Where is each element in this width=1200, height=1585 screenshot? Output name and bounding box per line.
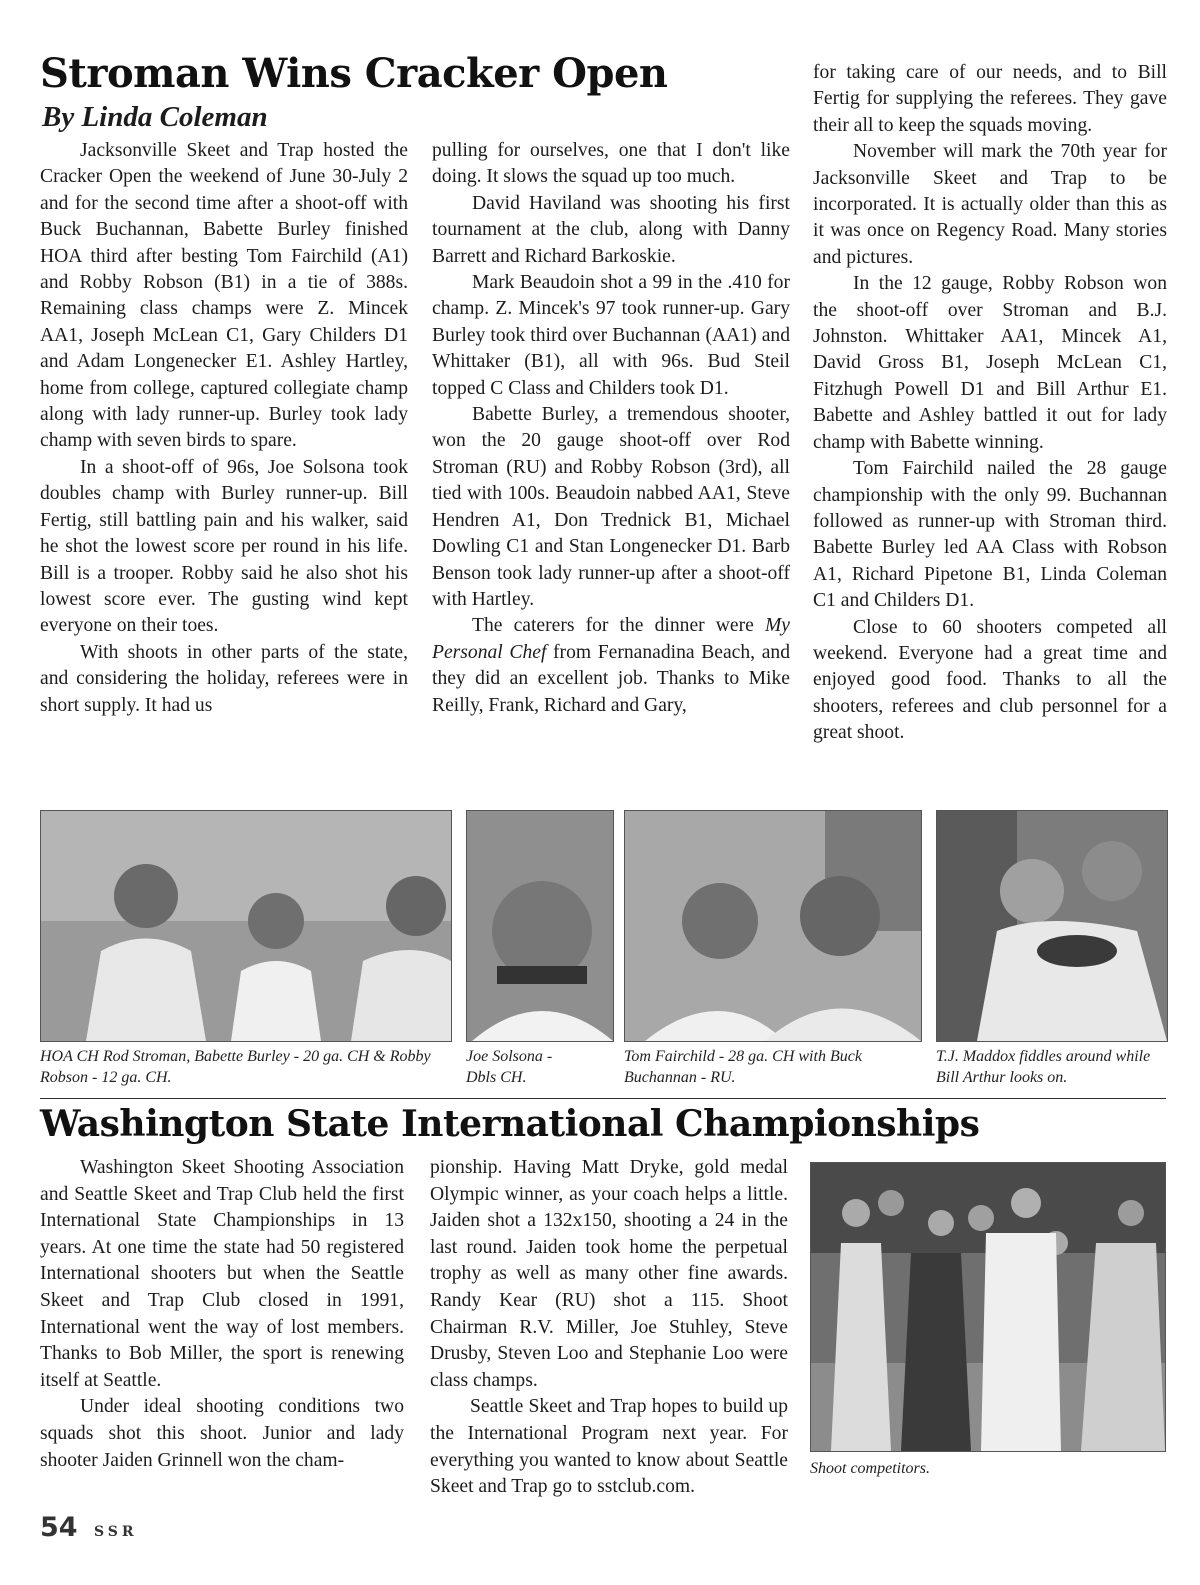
italic-text: My Personal Chef: [432, 615, 790, 663]
paragraph: Washington Skeet Shooting Association and Seattle Skeet and Trap Club held the first International State Championships in 13 years. At one time the state had 50 registered International shooters but when the Seattle Skeet and Trap Club closed in 1991, International went the way of lost members. Thanks to Bob Miller, the sport is renewing itself at Seattle.: [40, 1157, 404, 1391]
paragraph: Babette Burley, a tremendous shooter, won the 20 gauge shoot-off over Rod Stroman (RU) and Robby Robson (3rd), all tied with 100s. Beaudoin nabbed AA1, Steve Hendren A1, Don Trednick B1, Michael Dowling C1 and Stan Longenecker D1. Barb Benson took lady runner-up after a shoot-off with Hartley.: [432, 404, 790, 610]
article-title: Washington State International Championships: [40, 1103, 980, 1145]
photo-tom-fairchild-buck-buchannan: [624, 810, 922, 1042]
paragraph: In the 12 gauge, Robby Robson won the shoot-off over Stroman and B.J. Johnston. Whittaker AA1, Mincek A1, David Gross B1, Joseph McLean C1, Fitzhugh Powell D1 and Bill Arthur E1. Babette and Ashley battled it out for lady champ with Babette winning.: [813, 273, 1167, 453]
section-divider: [40, 1098, 1166, 1099]
photo-caption: HOA CH Rod Stroman, Babette Burley - 20 ga. CH & Robby Robson - 12 ga. CH.: [40, 1048, 431, 1086]
article1-column-1: [40, 138, 408, 719]
photo-hoa-champions: [40, 810, 452, 1042]
article2-column-1: [40, 1155, 404, 1474]
photo-shoot-competitors: [810, 1162, 1166, 1452]
byline: By Linda Coleman: [42, 101, 268, 133]
text-run: The caterers for the dinner were: [472, 615, 765, 637]
paragraph: Seattle Skeet and Trap hopes to build up the International Program next year. For everything you wanted to know about Seattle Skeet and Trap go to sstclub.com.: [430, 1396, 788, 1498]
page-number: 54: [40, 1512, 78, 1543]
paragraph: for taking care of our needs, and to Bill Fertig for supplying the referees. They gave their all to keep the squads moving.: [813, 62, 1167, 136]
text-run: from Fernanadina Beach, and they did an excellent job. Thanks to Mike Reilly, Frank, Richard and Gary,: [432, 641, 790, 716]
paragraph: [432, 613, 790, 719]
photo-caption: Shoot competitors.: [810, 1460, 930, 1477]
paragraph: With shoots in other parts of the state, and considering the holiday, referees were in short supply. It had us: [40, 641, 408, 716]
paragraph: Tom Fairchild nailed the 28 gauge championship with the only 99. Buchannan followed as runner-up with Stroman third. Babette Burley led AA Class with Robson A1, Richard Pipetone B1, Linda Coleman C1 and Childers D1.: [813, 458, 1167, 612]
article1-column-3: [813, 60, 1167, 747]
article1-column-2: [432, 138, 790, 719]
paragraph: In a shoot-off of 96s, Joe Solsona took doubles champ with Burley runner-up. Bill Fertig, still battling pain and his walker, said he shot the lowest score per round in his life. Bill is a trooper. Robby said he also shot his lowest score ever. The gusting wind kept everyone on their toes.: [40, 456, 408, 637]
paragraph: David Haviland was shooting his first tournament at the club, along with Danny Barrett and Richard Barkoskie.: [432, 192, 790, 267]
photo-caption: T.J. Maddox fiddles around while Bill Arthur looks on.: [936, 1048, 1151, 1086]
photo-joe-solsona: [466, 810, 614, 1042]
article2-column-2: [430, 1155, 788, 1501]
paragraph: Jacksonville Skeet and Trap hosted the Cracker Open the weekend of June 30-July 2 and for the second time after a shoot-off with Buck Buchannan, Babette Burley finished HOA third after besting Tom Fairchild (A1) and Robby Robson (B1) in a tie of 388s. Remaining class champs were Z. Mincek AA1, Joseph McLean C1, Gary Childers D1 and Adam Longenecker E1. Ashley Hartley, home from college, captured collegiate champ along with lady runner-up. Burley took lady champ with seven birds to spare.: [40, 140, 408, 452]
photo-tj-maddox-bill-arthur: [936, 810, 1168, 1042]
paragraph: November will mark the 70th year for Jacksonville Skeet and Trap to be incorporated. It is actually older than this as it was once on Regency Road. Many stories and pictures.: [813, 141, 1167, 268]
paragraph: pionship. Having Matt Dryke, gold medal Olympic winner, as your coach helps a little. Jaiden shot a 132x150, shooting a 24 in the last round. Jaiden took home the perpetual trophy as well as many other fine awards. Randy Kear (RU) shot a 115. Shoot Chairman R.V. Miller, Joe Stuhley, Steve Drusby, Steven Loo and Stephanie Loo were class champs.: [430, 1157, 788, 1391]
photo-caption: Joe Solsona - Dbls CH.: [466, 1048, 553, 1086]
paragraph: Under ideal shooting conditions two squads shot this shoot. Junior and lady shooter Jaiden Grinnell won the cham-: [40, 1396, 404, 1471]
article-title: Stroman Wins Cracker Open: [40, 50, 668, 97]
paragraph: pulling for ourselves, one that I don't like doing. It slows the squad up too much.: [432, 140, 790, 188]
paragraph: Close to 60 shooters competed all weekend. Everyone had a great time and enjoyed good food. Thanks to all the shooters, referees and club personnel for a great shoot.: [813, 616, 1167, 744]
paragraph: Mark Beaudoin shot a 99 in the .410 for champ. Z. Mincek's 97 took runner-up. Gary Burley took third over Buchannan (AA1) and Whittaker (B1), all with 96s. Bud Steil topped C Class and Childers took D1.: [432, 272, 790, 399]
magazine-name: SSR: [94, 1524, 138, 1540]
photo-caption: Tom Fairchild - 28 ga. CH with Buck Buchannan - RU.: [624, 1048, 862, 1086]
